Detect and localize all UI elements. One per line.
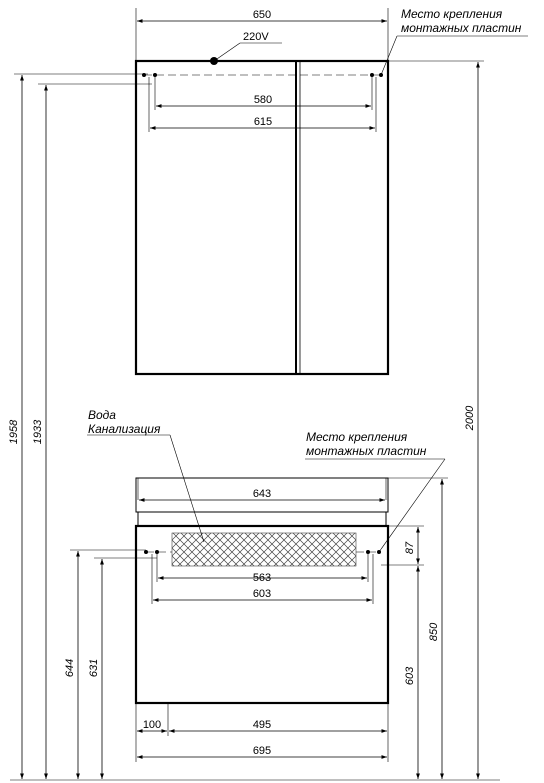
dim-label-631: 631 <box>88 658 100 678</box>
dim-label-644: 644 <box>64 658 76 678</box>
mirror-mount-points <box>142 73 383 77</box>
dim-label-650: 650 <box>252 9 272 21</box>
dim-label-100: 100 <box>142 719 162 731</box>
mirror-mount-callout-line1: Место крепления <box>401 7 503 21</box>
dim-label-495: 495 <box>252 719 272 731</box>
dim-label-580: 580 <box>253 94 273 106</box>
dim-label-603-horizontal: 603 <box>252 588 272 600</box>
dim-label-87: 87 <box>404 541 416 555</box>
utilities-zone <box>172 533 356 566</box>
vanity-mount-callout-line2: монтажных пластин <box>306 444 427 458</box>
dim-label-603-vertical: 603 <box>404 666 416 686</box>
vanity-mount-callout-line1: Место крепления <box>306 430 408 444</box>
dim-label-695: 695 <box>252 745 272 757</box>
utilities-callout-line2: Канализация <box>88 422 161 436</box>
dim-label-563: 563 <box>252 572 272 584</box>
dim-label-1933: 1933 <box>32 419 44 445</box>
power-label: 220V <box>243 31 269 43</box>
dim-label-2000: 2000 <box>464 405 476 431</box>
mirror-cabinet-body <box>136 61 388 374</box>
dim-label-850: 850 <box>428 622 440 642</box>
dim-label-643: 643 <box>252 488 272 500</box>
utilities-callout-line1: Вода <box>88 408 116 422</box>
overall-heights <box>8 61 500 780</box>
dim-label-1958: 1958 <box>8 419 20 445</box>
dim-label-615: 615 <box>253 116 273 128</box>
mirror-cabinet <box>136 7 528 374</box>
mirror-mount-callout-line2: монтажных пластин <box>401 21 522 35</box>
vanity-cabinet <box>64 408 448 779</box>
